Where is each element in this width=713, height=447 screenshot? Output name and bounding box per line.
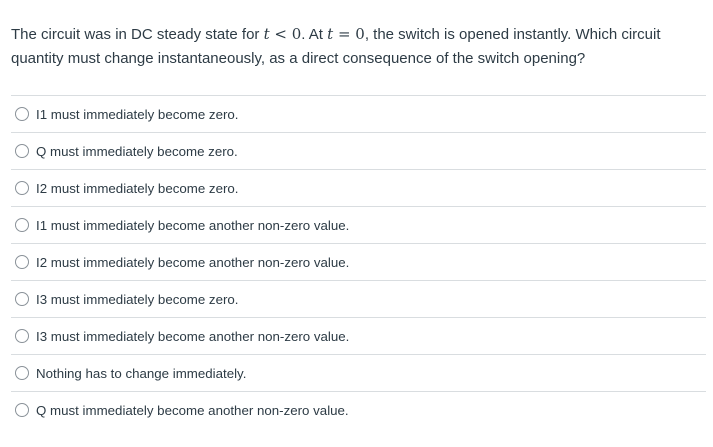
question-text-part1: The circuit was in DC steady state for — [11, 26, 264, 43]
radio-button[interactable] — [15, 292, 29, 306]
answer-label[interactable]: Nothing has to change immediately. — [36, 365, 247, 381]
answer-label[interactable]: I3 must immediately become another non-zero value. — [36, 328, 350, 344]
math-operator: < — [269, 25, 292, 43]
radio-button[interactable] — [15, 107, 29, 121]
math-value: 0 — [291, 25, 302, 43]
answer-label[interactable]: I2 must immediately become another non-zero value. — [36, 254, 350, 270]
question-text-part3: , the switch is opened instantly. Which circuit quantity must change instantaneously, as a direct consequence of the switch opening? — [11, 26, 661, 67]
answer-option-4[interactable] — [11, 206, 706, 243]
answer-list — [11, 95, 706, 428]
answer-label[interactable]: Q must immediately become zero. — [36, 143, 238, 159]
answer-label[interactable]: I2 must immediately become zero. — [36, 180, 239, 196]
question-text — [11, 22, 706, 71]
answer-option-9[interactable] — [11, 391, 706, 428]
answer-option-2[interactable] — [11, 132, 706, 169]
answer-option-7[interactable] — [11, 317, 706, 354]
question-text-part2: . At — [301, 26, 328, 43]
answer-option-8[interactable] — [11, 354, 706, 391]
answer-label[interactable]: Q must immediately become another non-zero value. — [36, 402, 349, 418]
answer-option-3[interactable] — [11, 169, 706, 206]
radio-button[interactable] — [15, 366, 29, 380]
answer-option-5[interactable] — [11, 243, 706, 280]
math-value: 0 — [355, 25, 365, 43]
answer-label[interactable]: I1 must immediately become zero. — [36, 106, 239, 122]
math-t-less-than-zero — [264, 25, 302, 43]
math-operator: = — [333, 25, 356, 43]
answer-label[interactable]: I3 must immediately become zero. — [36, 291, 239, 307]
math-t-equals-zero — [327, 25, 365, 43]
math-variable: t — [327, 25, 334, 43]
radio-button[interactable] — [15, 329, 29, 343]
radio-button[interactable] — [15, 218, 29, 232]
radio-button[interactable] — [15, 403, 29, 417]
radio-button[interactable] — [15, 255, 29, 269]
answer-option-1[interactable] — [11, 95, 706, 132]
radio-button[interactable] — [15, 181, 29, 195]
radio-button[interactable] — [15, 144, 29, 158]
answer-option-6[interactable] — [11, 280, 706, 317]
answer-label[interactable]: I1 must immediately become another non-zero value. — [36, 217, 350, 233]
math-variable: t — [263, 25, 270, 43]
